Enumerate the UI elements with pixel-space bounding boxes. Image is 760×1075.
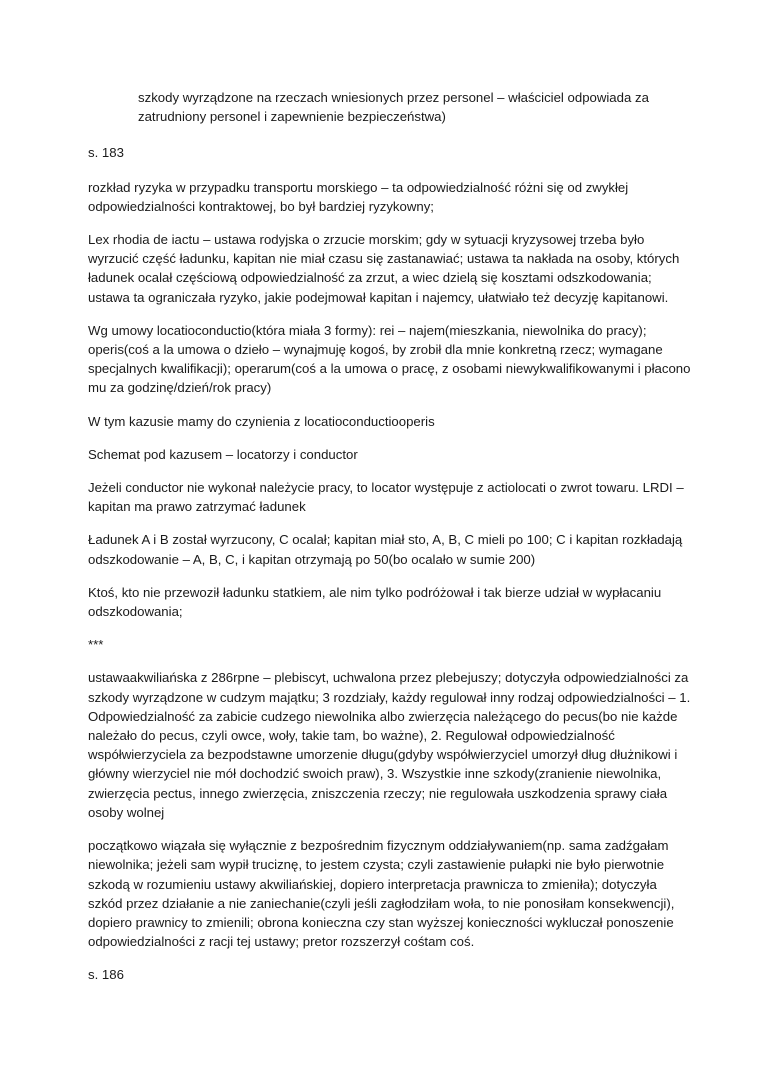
page-reference-183: s. 183	[88, 145, 124, 161]
paragraph-cargo-example: Ładunek A i B został wyrzucony, C ocalał; kapitan miał sto, A, B, C mieli po 100; C i kapitan rozkładają odszkodowanie – A, B, C, i kapitan otrzymają po 50(bo ocalało w sumie 200)	[88, 532, 683, 567]
paragraph-conductor-liability: Jeżeli conductor nie wykonał należycie pracy, to locator występuje z actiolocati o zwrot towaru. LRDI – kapitan ma prawo zatrzymać ładunek	[88, 480, 684, 515]
paragraph-continuation: szkody wyrządzone na rzeczach wniesionych przez personel – właściciel odpowiada za zatrudniony personel i zapewnienie bezpieczeństwa)	[138, 90, 649, 125]
page-reference-186: s. 186	[88, 967, 124, 983]
paragraph-case-type: W tym kazusie mamy do czynienia z locatioconductiooperis	[88, 413, 435, 429]
paragraph-schema: Schemat pod kazusem – locatorzy i conductor	[88, 446, 358, 462]
paragraph-lex-rhodia: Lex rhodia de iactu – ustawa rodyjska o zrzucie morskim; gdy w sytuacji kryzysowej trzeba było wyrzucić część ładunku, kapitan nie miał czasu się zastanawiać; ustawa ta nakłada na osoby, których ładunek ocalał częściową odpowiedzialność za zrzut, a wiec dzielą się kosztami odszkodowania; ustawa ta ograniczała ryzyko, jakie podejmował kapitan i najemcy, ułatwiało też decyzję kapitanowi.	[88, 232, 680, 305]
paragraph-direct-action: początkowo wiązała się wyłącznie z bezpośrednim fizycznym oddziaływaniem(np. sama zadźgałam niewolnika; jeżeli sam wypił truciznę, to jestem czysta; czyli zastawienie pułapki nie było pierwotnie szkodą w rozumieniu ustawy akwiliańskiej, dopiero interpretacja prawnicza to zmieniła); dotyczyła szkód przez działanie a nie zaniechanie(czyli jeśli zagłodziłam woła, to nie ponosiłam konsekwencji), dopiero prawnicy to zmienili; obrona konieczna czy stan wyższej konieczności wykluczał ponoszenie odpowiedzialności z racji tej ustawy; pretor rozszerzył cośtam coś.	[88, 838, 675, 950]
paragraph-locatio-conductio: Wg umowy locatioconductio(która miała 3 formy): rei – najem(mieszkania, niewolnika do pracy); operis(coś a la umowa o dzieło – wynajmuję kogoś, by zrobił dla mnie konkretną rzecz; wymagane specjalnych kwalifikacji); operarum(coś a la umowa o pracę, z osobami niewykwalifikowanymi i płacono mu za godzinę/dzień/rok pracy)	[88, 322, 691, 396]
paragraph-passenger: Ktoś, kto nie przewoził ładunku statkiem, ale nim tylko podróżował i tak bierze udział w wypłacaniu odszkodowania;	[88, 584, 662, 620]
paragraph-risk-distribution: rozkład ryzyka w przypadku transportu morskiego – ta odpowiedzialność różni się od zwykłej odpowiedzialności kontraktowej, bo był bardziej ryzykowny;	[88, 179, 629, 214]
section-separator: ***	[88, 637, 104, 653]
paragraph-lex-aquilia: ustawaakwiliańska z 286rpne – plebiscyt, uchwalona przez plebejuszy; dotyczyła odpowiedzialności za szkody wyrządzone w cudzym majątku; 3 rozdziały, każdy regulował inny rodzaj odpowiedzialności – 1. Odpowiedzialność za zabicie cudzego niewolnika albo zwierzęcia należącego do pecus(bo nie każde należało do pecus, czyli owce, woły, takie tam, bo ważne), 2. Regulował odpowiedzialność współwierzyciela za bezpodstawne umorzenie długu(gdyby współwierzyciel umorzył dług dłużnikowi i główny wierzyciel nie mół dochodzić swoich praw), 3. Wszystkie inne szkody(zranienie niewolnika, zwierzęcia pectus, innego zwierzęcia, zniszczenia rzeczy; nie regulowała uszkodzenia sprawy ciała osoby wolnej	[88, 670, 691, 820]
